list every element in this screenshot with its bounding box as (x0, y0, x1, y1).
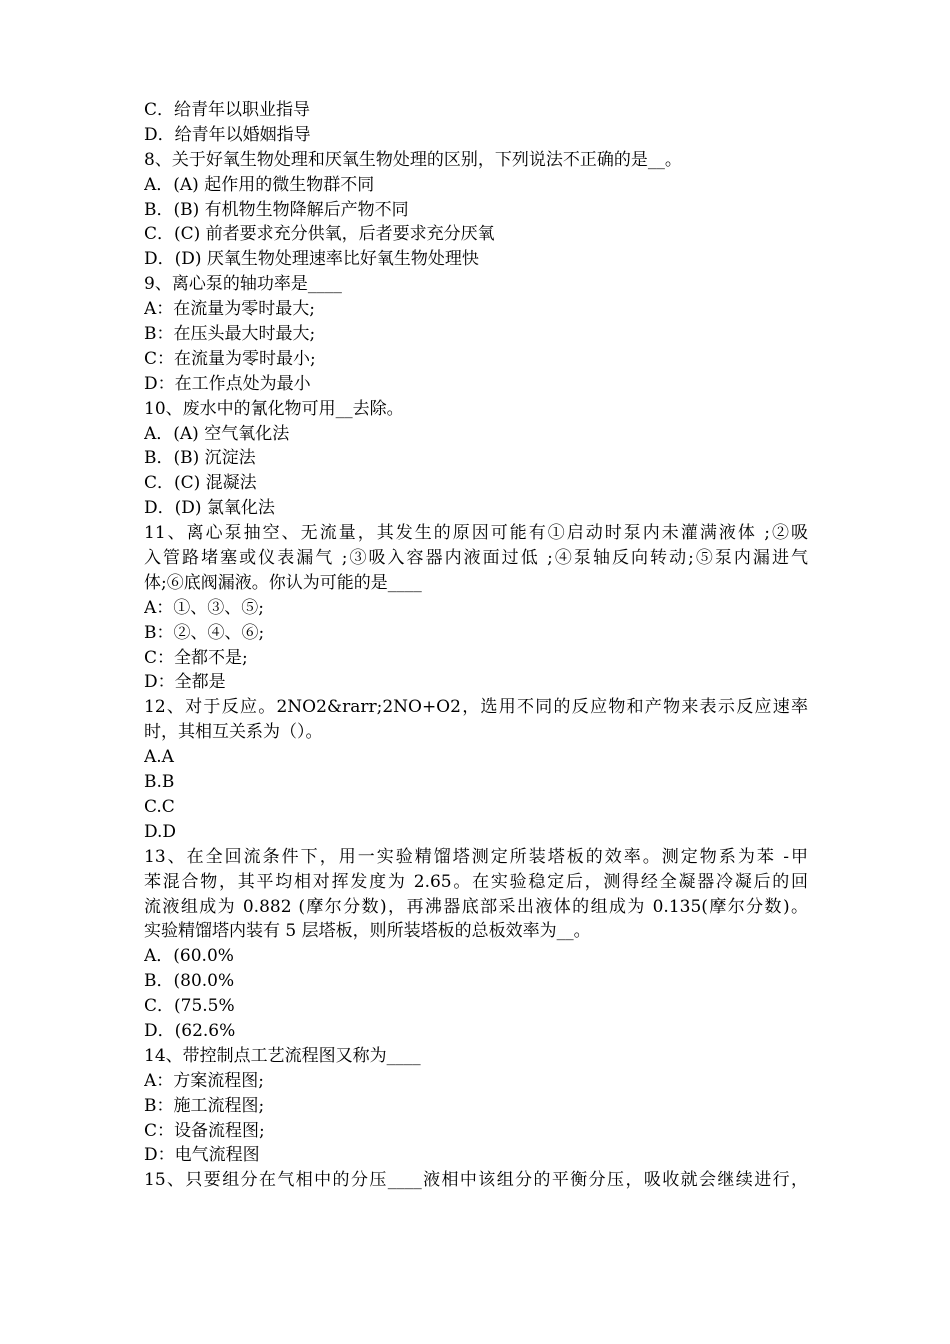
option-line: B：②、④、⑥; (144, 622, 265, 643)
question-9-stem: 9、离心泵的轴功率是____ (144, 274, 342, 295)
question-11-stem: 11、离心泵抽空、无流量，其发生的原因可能有①启动时泵内未灌满液体 ;②吸 (144, 523, 808, 544)
option-line: D．(D) 氯氧化法 (144, 498, 275, 519)
option-line: C：全都不是; (144, 647, 248, 668)
document-body (144, 98, 808, 1193)
option-line: C.C (144, 796, 175, 817)
option-line: B.B (144, 772, 175, 793)
option-line: A.A (144, 747, 174, 768)
option-line: C：设备流程图; (144, 1120, 265, 1141)
option-line: B．(B) 沉淀法 (144, 448, 256, 469)
option-line: B．(80.0% (144, 971, 235, 992)
option-line: A：在流量为零时最大; (144, 299, 316, 320)
option-line: C．(C) 前者要求充分供氧，后者要求充分厌氧 (144, 224, 495, 245)
question-11-stem: 入管路堵塞或仪表漏气 ;③吸入容器内液面过低 ;④泵轴反向转动;⑤泵内漏进气 (144, 548, 808, 569)
option-line: A．(A) 空气氧化法 (144, 423, 290, 444)
option-line: C：在流量为零时最小; (144, 348, 316, 369)
option-line: C．(C) 混凝法 (144, 473, 257, 494)
option-line: D：在工作点处为最小 (144, 373, 311, 394)
option-line: B：在压头最大时最大; (144, 324, 316, 345)
option-line: D．(D) 厌氧生物处理速率比好氧生物处理快 (144, 249, 479, 270)
question-13-stem: 苯混合物，其平均相对挥发度为 2.65。在实验稳定后，测得经全凝器冷凝后的回 (144, 871, 808, 892)
question-12-stem: 时，其相互关系为（）。 (144, 722, 323, 743)
question-13-stem: 流液组成为 0.882 (摩尔分数)，再沸器底部采出液体的组成为 0.135(摩尔分数)。 (144, 896, 808, 917)
option-line: D.D (144, 821, 177, 842)
question-14-stem: 14、带控制点工艺流程图又称为____ (144, 1045, 421, 1066)
question-10-stem: 10、废水中的氰化物可用__去除。 (144, 398, 404, 419)
option-line: B．(B) 有机物生物降解后产物不同 (144, 199, 409, 220)
option-line: A．(60.0% (144, 946, 234, 967)
option-line: A：方案流程图; (144, 1070, 265, 1091)
question-8-stem: 8、关于好氧生物处理和厌氧生物处理的区别，下列说法不正确的是__。 (144, 149, 682, 170)
text-line: D．给青年以婚姻指导 (144, 124, 311, 145)
option-line: D．(62.6% (144, 1020, 236, 1041)
question-12-stem: 12、对于反应。2NO2&rarr;2NO+O2，选用不同的反应物和产物来表示反应速率 (144, 697, 808, 718)
option-line: B：施工流程图; (144, 1095, 265, 1116)
question-11-stem: 体;⑥底阀漏液。你认为可能的是____ (144, 572, 422, 593)
option-line: A．(A) 起作用的微生物群不同 (144, 174, 375, 195)
text-line: C．给青年以职业指导 (144, 100, 311, 120)
question-13-stem: 13、在全回流条件下，用一实验精馏塔测定所装塔板的效率。测定物系为苯 -甲 (144, 846, 808, 867)
question-15-stem: 15、只要组分在气相中的分压____液相中该组分的平衡分压，吸收就会继续进行， (144, 1170, 808, 1191)
option-line: D：全都是 (144, 672, 226, 693)
question-13-stem: 实验精馏塔内装有 5 层塔板，则所装塔板的总板效率为__。 (144, 921, 591, 942)
option-line: C．(75.5% (144, 996, 235, 1017)
option-line: A：①、③、⑤; (144, 597, 265, 618)
option-line: D：电气流程图 (144, 1145, 260, 1166)
